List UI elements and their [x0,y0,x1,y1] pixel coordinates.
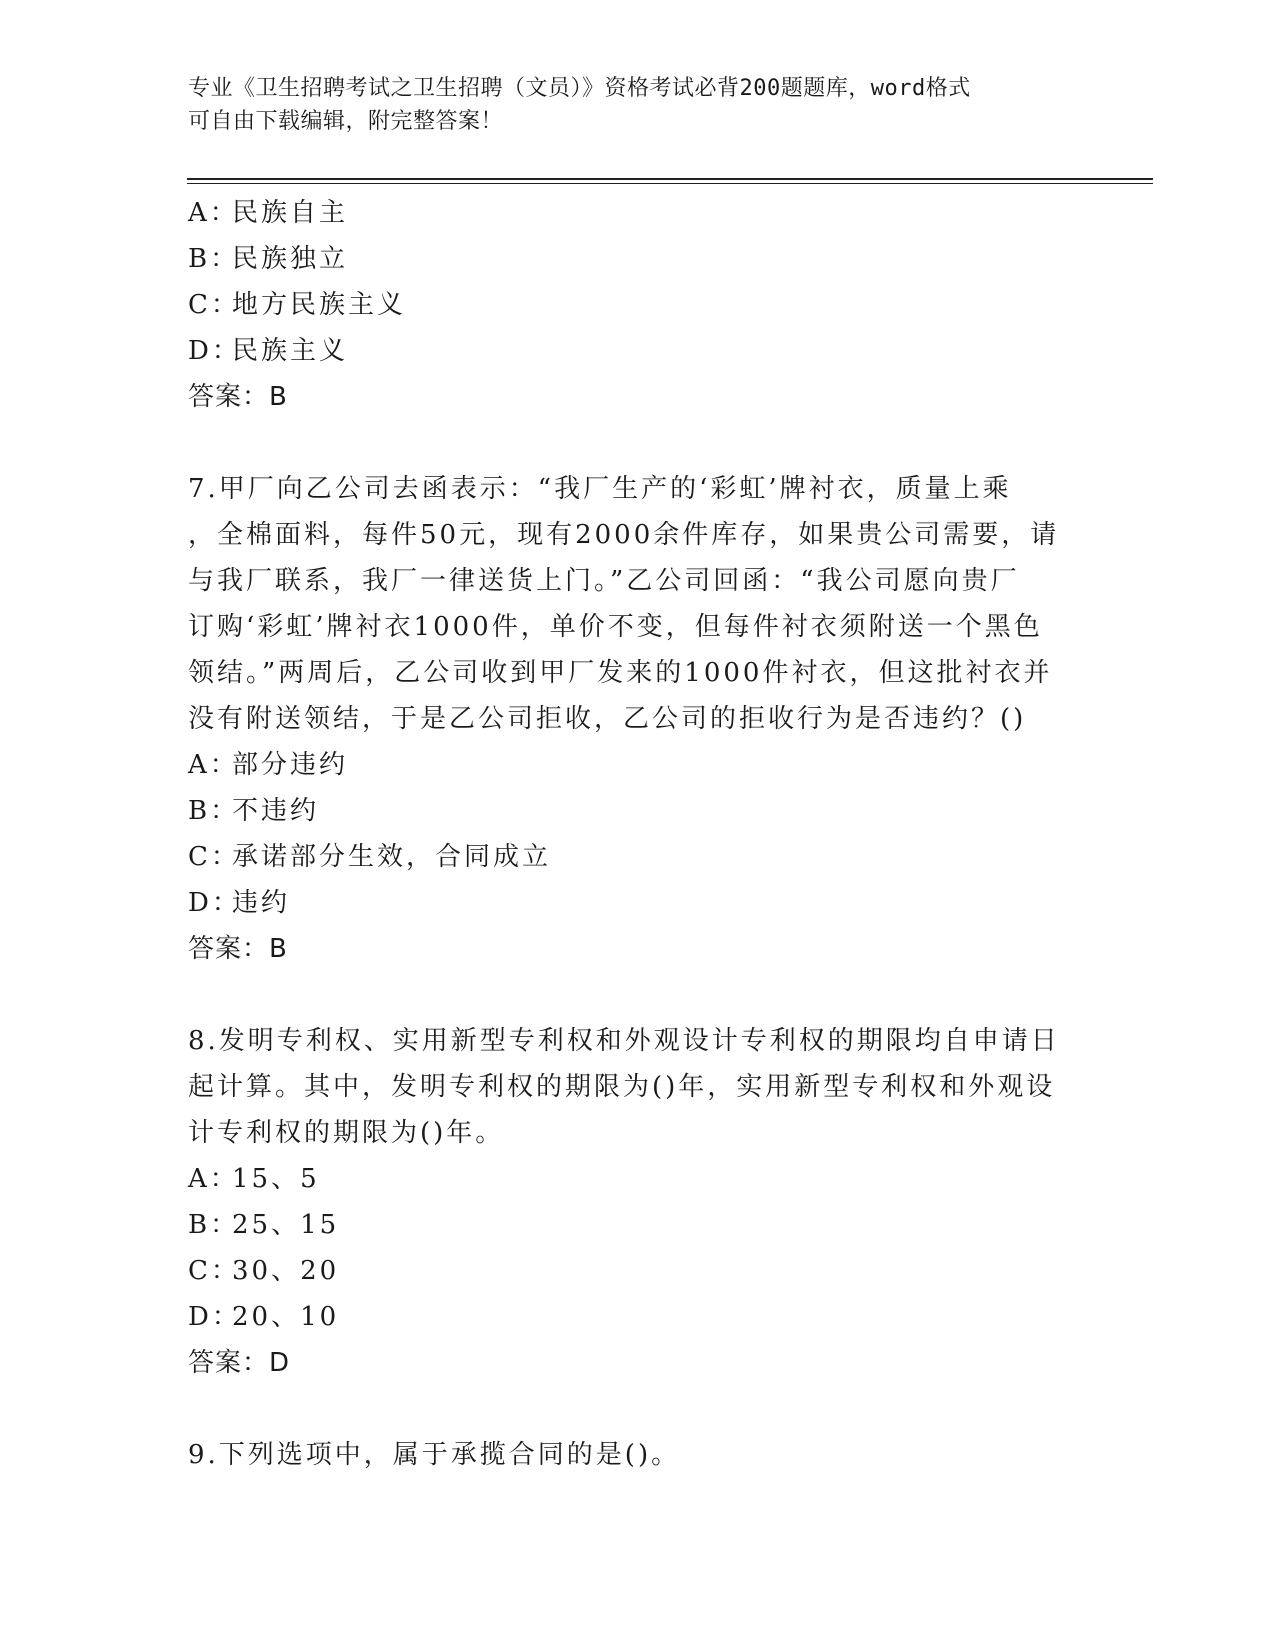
question-stem-line: ，全棉面料，每件50元，现有2000余件库存，如果贵公司需要，请 [188,520,1060,550]
option-c [188,834,1088,880]
option-text: 承诺部分生效，合同成立 [232,842,552,872]
question-stem-line: 与我厂联系，我厂一律送货上门。”乙公司回函：“我公司愿向贵厂 [188,566,1020,596]
header-line-2: 可自由下载编辑，附完整答案！ [188,109,504,134]
answer-line: 答案：B [188,934,288,964]
document-body [188,190,1088,1478]
question-stem-line: 起计算。其中，发明专利权的期限为()年，实用新型专利权和外观设 [188,1072,1056,1102]
question-stem-line: 计专利权的期限为()年。 [188,1118,505,1148]
option-key: C： [188,1256,240,1286]
page-header [188,72,1088,138]
answer-line: 答案：B [188,382,288,412]
option-a [188,742,1088,788]
header-rule-thick [187,178,1153,180]
question-stem-line: 领结。”两周后，乙公司收到甲厂发来的1000件衬衣，但这批衬衣并 [188,658,1053,688]
spacer [188,972,1088,1018]
question-6 [188,190,1088,420]
question-stem-line: 9.下列选项中，属于承揽合同的是()。 [188,1440,681,1470]
option-text: 地方民族主义 [232,290,407,320]
option-d [188,880,1088,926]
option-key: D： [188,1302,241,1332]
option-text: 20、10 [232,1302,340,1332]
question-stem-line: 7.甲厂向乙公司去函表示：“我厂生产的‘彩虹’牌衬衣，质量上乘 [188,474,1012,504]
option-key: B： [188,1210,240,1240]
option-text: 25、15 [232,1210,340,1240]
option-key: D： [188,888,241,918]
option-text: 15、5 [232,1164,320,1194]
question-stem-line: 没有附送领结，于是乙公司拒收，乙公司的拒收行为是否违约？() [188,704,1027,734]
spacer [188,1386,1088,1432]
option-text: 部分违约 [232,750,349,780]
option-a [188,190,1088,236]
option-text: 民族自主 [232,198,349,228]
answer-line: 答案：D [188,1348,291,1378]
spacer [188,420,1088,466]
option-text: 不违约 [232,796,320,826]
question-7 [188,466,1088,972]
option-b [188,236,1088,282]
option-key: A： [188,198,239,228]
option-a [188,1156,1088,1202]
option-key: B： [188,796,240,826]
option-key: A： [188,750,239,780]
option-c [188,282,1088,328]
option-b [188,788,1088,834]
option-key: B： [188,244,240,274]
question-stem-line: 8.发明专利权、实用新型专利权和外观设计专利权的期限均自申请日 [188,1026,1060,1056]
header-line-1: 专业《卫生招聘考试之卫生招聘（文员）》资格考试必背200题题库，word格式 [188,76,971,101]
option-d [188,328,1088,374]
option-text: 民族独立 [232,244,349,274]
option-key: D： [188,336,241,366]
option-key: C： [188,290,240,320]
option-b [188,1202,1088,1248]
option-key: A： [188,1164,239,1194]
question-8 [188,1018,1088,1386]
option-text: 违约 [232,888,291,918]
option-text: 民族主义 [232,336,349,366]
option-text: 30、20 [232,1256,340,1286]
option-c [188,1248,1088,1294]
question-stem-line: 订购‘彩虹’牌衬衣1000件，单价不变，但每件衬衣须附送一个黑色 [188,612,1043,642]
header-rule-thin [187,183,1153,184]
question-9 [188,1432,1088,1478]
option-d [188,1294,1088,1340]
option-key: C： [188,842,240,872]
